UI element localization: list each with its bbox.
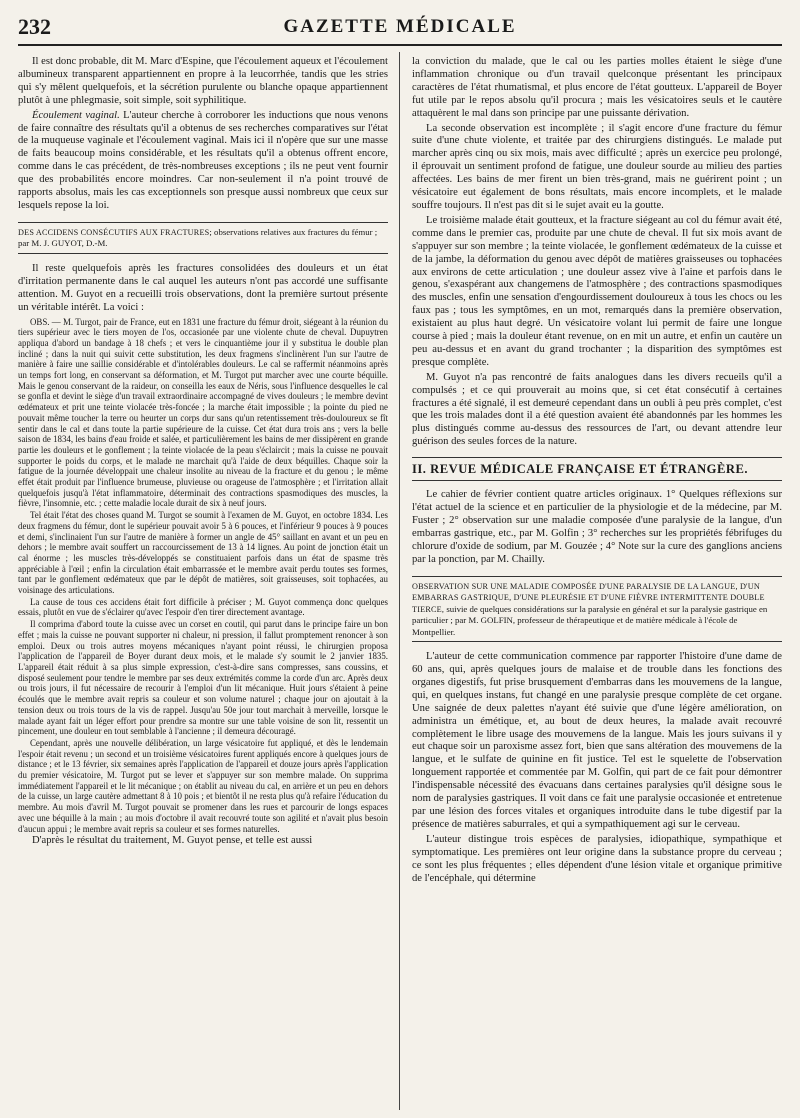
- paragraph: M. Guyot n'a pas rencontré de faits analogues dans les divers recueils qu'il a compulsés ; et ce qui prouverait au moins que, si cet état consécutif à certaines fractures a été signalé, il est demeuré cependant dans un oubli à peu près complet, c'est que les trois malades dont il a été question avaient été abandonnés par les hommes les plus distingués comme au-dessus des ressources de l'art, ou devant attendre leur guérison des seules forces de la nature.: [412, 371, 782, 448]
- paragraph: [18, 110, 388, 213]
- observation-paragraph: Cependant, après une nouvelle délibération, un large vésicatoire fut appliqué, et dès le lendemain l'espoir était revenu ; un second et un troisième vésicatoires furent appliqués encore à quelques jours de distance ; et le 13 février, six semaines après l'application de l'appareil et douze jours après l'application du premier vésicatoire, M. Turgot put se lever et s'appuyer sur son membre malade. On supprima immédiatement l'appareil et le lit mécanique ; on établit au niveau du cal, en arrière et un peu en dehors de la cuisse, un large cautère admettant 8 à 10 pois ; et bientôt il ne resta plus qu'à refaire l'éducation du membre. Au mois d'avril M. Turgot pouvait se promener dans les rues et parcourir de longs espaces avec une béquille à la main ; au mois d'octobre il avait recouvré toute son agilité et n'avait plus besoin d'aucun appui ; le membre avait repris sa couleur et ses formes naturelles.: [18, 737, 388, 834]
- paragraph: La seconde observation est incomplète ; il s'agit encore d'une fracture du fémur suite d'une chute violente, et traitée par des chirurgiens distingués. Le malade put marcher après cinq ou six mois, mais avec difficulté ; après un exercice peu prolongé, il éprouvait un sentiment profond de fatigue, une douleur sourde au milieu des parties affectées. Les bains de mer firent un bien très-grand, mais ne guérirent point ; un vésicatoire eut également de bons résultats, mais encore incomplets, et le malade souffre toujours. Il n'est pas dit si le sujet avait eu la goutte.: [412, 122, 782, 211]
- paragraph: Le cahier de février contient quatre articles originaux. 1° Quelques réflexions sur l'état actuel de la science et en particulier de la physiologie et de la médecine, par M. Fuster ; 2° observation sur une maladie composée d'une paralysie de la langue, d'un embarras gastrique, etc., par M. Golfin ; 3° recherches sur les propriétés fébrifuges du chlorure d'oxide de sodium, par M. Gouzée ; 4° Note sur la cure des ganglions anciens par la ponction, par M. Chailly.: [412, 489, 782, 565]
- observation-paragraph: Il comprima d'abord toute la cuisse avec un corset en coutil, qui parut dans le principe faire un bon effet ; mais la cuisse ne pouvant supporter ni chaleur, ni pression, il fallut promptement renoncer à son emploi. Deux ou trois autres moyens mécaniques n'ayant point réussi, le chirurgien proposa l'application de l'appareil de Boyer durant deux mois, et le malade s'y soumit le 2 janvier 1835. L'appareil était réduit à sa plus simple expression, c'est-à-dire sans compresses, sans coussins, et disposé seulement pour tendre le membre par ses deux extrémités comme la corde d'un arc. Après deux ou trois jours, il fut nécessaire de recourir à l'emploi d'un lit mécanique. Huit jours s'étaient à peine écoulés que le membre avait repris sa couleur et son volume naturel ; chaque jour on ajoutait à la tension deux ou trois tours de la vis de rappel. Jusqu'au 50e jour tout marchait à merveille, lorsque le malade ayant fait un léger effort pour prendre sa montre sur une table voisine de son lit, ressentit un pincement, une douleur en tout semblable à l'ancienne ; il demeura découragé.: [18, 619, 388, 737]
- paragraph: D'après le résultat du traitement, M. Guyot pense, et telle est aussi: [32, 835, 313, 847]
- paragraph-text: L'auteur cherche à corroborer les inductions que nous venons de faire connaître des résultats qu'il a obtenus de ses recherches comparatives sur l'état de la muqueuse vaginale et l'écoulement vaginal. Mais ici il n'opère que sur une masse de faits beaucoup moins considérable, et les résultats qu'il a obtenus offrent encore, comme dans le cas précédent, de très-nombreuses exceptions ; ils ne peut vent fournir que des probabilités encore moindres. Car non-seulement il n'a point trouvé de rapports absolus, mais les cas exceptionnels son presque aussi nombreux que ceux sur lesquels repose la loi.: [18, 109, 388, 211]
- article-title: [412, 576, 782, 643]
- observation-text: M. Turgot, pair de France, eut en 1831 une fracture du fémur droit, siégeant à la réunion du tiers supérieur avec le tiers moyen de l'os, occasionée par une violente chute de cheval. Dupuytren appliqua d'abord un bandage à 18 chefs ; et vers le cinquantième jour il y substitua le double plan incliné ; dans la nuit qui suivit cette substitution, les deux fragmens s'inclinèrent l'un sur l'autre de manière à faire une saillie considérable et d'intolérables douleurs. Le cal se raffermit néanmoins après un temps fort long, en conservant sa déformation, et M. Turgot put marcher avec une courte béquille. Mais le genou conservant de la raideur, on conseilla les eaux de Néris, sous l'influence desquelles le cal se gonfla et devint le siège d'un travail extraordinaire accompagné de vives douleurs ; le membre devint œdémateux et prit une teinte violacée très-foncée ; la marche était impossible ; la pointe du pied ne pouvait même toucher la terre ou heurter un corps dur sans qu'un retentissement très-douloureux se fît sentir dans le cal et dans toute la partie supérieure de la cuisse. Cet état dura trois ans ; vers la belle saison de 1834, les bains d'eau froide et salée, et particulièrement les bains de mer dissipèrent en grande partie les douleurs et le gonflement ; la teinte violacée de la peau s'éclaircit ; mais la cuisse ne pouvait supporter le poids du corps, et le malade ne marchait qu'à l'aide de deux béquilles. Chaque soir la fatigue de la journée développait une chaleur insolite au niveau de la fracture et du genou ; le même effet était produit par l'influence brumeuse, pluvieuse ou orageuse de l'atmosphère ; et l'irritation allait quelquefois jusqu'à l'état inflammatoire, déterminait des contractions spasmodiques des muscles, la fièvre, l'insomnie, etc. ; cette maladie locale durait de six à neuf jours.: [18, 316, 388, 509]
- observation-paragraph: Tel était l'état des choses quand M. Turgot se soumit à l'examen de M. Guyot, en octobre 1834. Les deux fragmens du fémur, dont le supérieur pouvait avoir 5 à 6 pouces, et l'inférieur 9 pouces à 9 pouces et demi, s'inclinaient l'un sur l'autre de manière à former un angle de 45° saillant en avant et un peu en dehors ; le membre avait souffert un raccourcissement de 13 à 14 lignes. Au point de jonction était un cal énorme ; les muscles très-développés se constituaient parfois dans un état de spasme très appréciable à l'œil ; enfin la circulation était embarrassée et le membre avait perdu toutes ses formes, tant par le gonflement œdémateux que par le dépôt de matières, soit graisseuses, soit tophacées, au voisinage des articulations.: [18, 510, 388, 596]
- paragraph: Il est donc probable, dit M. Marc d'Espine, que l'écoulement aqueux et l'écoulement albumineux transparent appartiennent en propre à la leucorrhée, tandis que les stries qui s'y mêlent quelquefois, et la sécrétion purulente ou blanche opaque appartiennent plutôt à une phlegmasie, soit simple, soit syphilitique.: [18, 56, 388, 106]
- paragraph-label: Écoulement vaginal.: [32, 109, 120, 121]
- article-title-caps: DES ACCIDENS CONSÉCUTIFS AUX FRACTURES: [18, 227, 210, 237]
- page-number: 232: [18, 14, 51, 39]
- observation-paragraph: [18, 317, 388, 510]
- observation-paragraph: La cause de tous ces accidens était fort difficile à préciser ; M. Guyot commença donc quelques essais, plutôt en vue de s'éclairer qu'avec l'espoir d'en tirer directement avantage.: [18, 596, 388, 618]
- article-title-rest: ; observations relatives aux fractures du fémur ; par M. J. GUYOT, D.-M.: [18, 226, 378, 249]
- page-header: [18, 14, 782, 46]
- paragraph: L'auteur de cette communication commence par rapporter l'histoire d'une dame de 60 ans, qui, après quelques jours de malaise et de trouble dans les fonctions des organes digestifs, fut prise brusquement d'embarras dans les mouvemens de la langue, qui, en quelques instans, fut changé en une paralysie presque complète de cet organe. Une saignée de deux palettes n'ayant été suivie que d'une légère amélioration, on administra un émétique, et, au bout de deux heures, la malade avait recouvré complètement le libre usage des mouvemens de la langue. Mais les jours suivans il y eut chaque soir un paroxisme assez fort, bien que sans altération des mouvemens de la langue, et le sulfate de quinine en fit justice. Tel est le squelette de l'observation longuement rapportée et commentée par M. Golfin, qui part de ce fait pour démontrer l'indispensable nécessité des évacuans dans certaines paralysies qu'il désigne sous le nom de paralysies gastriques. Il voit dans ce fait une paralysie occasionée et entretenue par une lésion des forces vitales et organiques introduite dans le tube digestif par la présence de matières saburrales, et qui a sympathiquement agi sur le cerveau.: [412, 651, 782, 830]
- right-column: [412, 56, 782, 1106]
- article-title: [18, 222, 388, 254]
- paragraph: L'auteur distingue trois espèces de paralysies, idiopathique, sympathique et symptomatique. Les premières ont leur origine dans la substance propre du cerveau ; ce sont les plus fréquentes ; elles dépendent d'une lésion vitale et organique primitive de l'encéphale, qui détermine: [412, 833, 782, 884]
- journal-title: GAZETTE MÉDICALE: [283, 16, 517, 37]
- observation-label: OBS. —: [30, 316, 61, 327]
- paragraph: Le troisième malade était goutteux, et la fracture siégeant au col du fémur avait été, comme dans le premier cas, produite par une chute de cheval. Il fut six mois avant de s'appuyer sur son membre ; la teinte violacée, le gonflement œdémateux de la cuisse et de la jambe, la déformation du genou avec dépôt de matières graisseuses ou tophacées aux environs de cette articulation ; une douleur assez vive à l'aine et parfois dans le genou, s'exaspérant aux changemens de l'atmosphère ; des contractions spasmodiques des muscles, enfin une sensation d'engourdissement douloureux à tous les chocs ou les faux pas ; tous les symptômes, en un mot, remarqués dans la première observation, existaient au plus haut degré. Un vésicatoire volant lui permit de faire une longue course à pied ; mais la douleur étant revenue, on en mit un autre, et enfin un cautère un peu au-dessus et en avant du grand trochanter ; la disparition des symptômes est presque complète.: [412, 214, 782, 368]
- article-title-rest: suivie de quelques considérations sur la paralysie en général et sur la paralysie gastrique en particulier ; par M. GOLFIN, professeur de thérapeutique et de matière médicale à l'école de Montpellier.: [412, 603, 768, 637]
- section-title: II. REVUE MÉDICALE FRANÇAISE ET ÉTRANGÈRE.: [412, 457, 782, 481]
- column-divider: [399, 52, 400, 1110]
- paragraph: la conviction du malade, que le cal ou les parties molles étaient le siège d'une inflammation chronique ou d'un travail quelconque présentant les principaux caractères de l'état rhumatismal, et plus encore de l'état goutteux. L'appareil de Boyer fut utile par le repos absolu qu'il procura ; mais les vésicatoires seuls et le cautère attaquèrent le mal dans son principe par une puissante dérivation.: [412, 56, 782, 119]
- left-column: [18, 56, 388, 1106]
- paragraph: Il reste quelquefois après les fractures consolidées des douleurs et un état d'irritation permanente dans le cal auquel les auteurs n'ont pas accordé une suffisante attention. M. Guyot en a recueilli trois observations, dont la première surtout présente un véritable intérêt. La voici :: [18, 262, 388, 313]
- article-title-caps: OBSERVATION SUR UNE MALADIE COMPOSÉE D'UNE PARALYSIE DE LA LANGUE, D'UN EMBARRAS GASTRIQUE, D'UNE PLEURÉSIE ET D'UNE FIÈVRE INTERMITTENTE DOUBLE TIERCE,: [412, 581, 765, 614]
